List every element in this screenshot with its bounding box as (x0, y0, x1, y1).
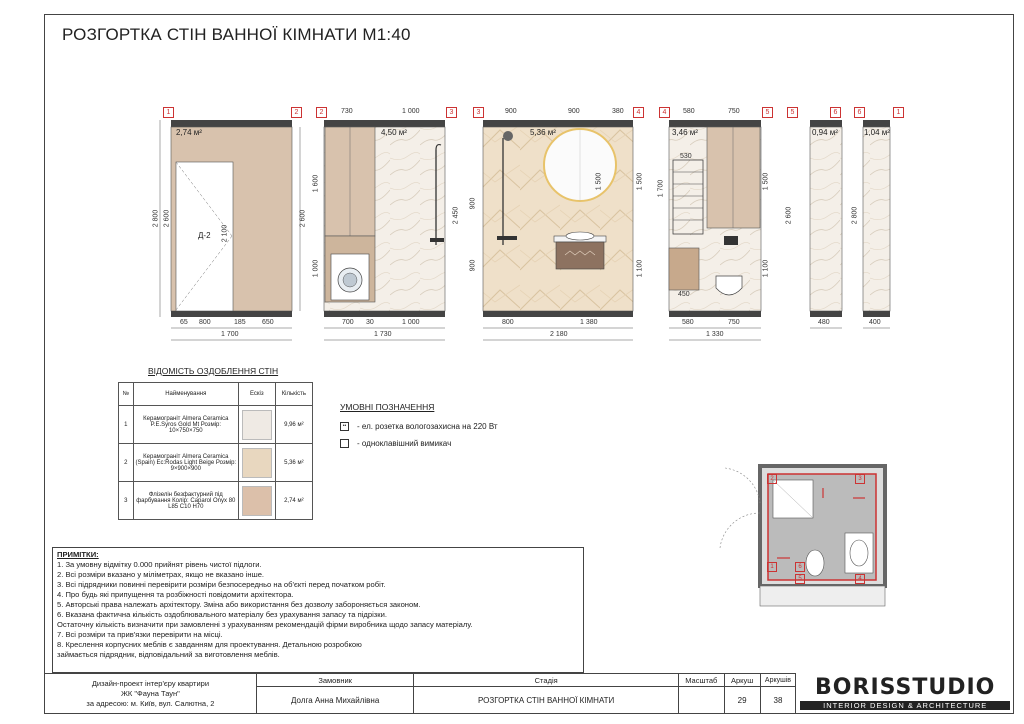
col-header: Кількість (275, 383, 312, 406)
plan-tag: 6 (795, 562, 805, 572)
dim: 2 600 (299, 209, 307, 228)
dim: 1 100 (762, 259, 770, 278)
elevation-wall-2-3 (324, 120, 445, 340)
note-line: 3. Всі підрядники повинні перевірити розміри безпосередньо на об'єкті перед початком робіт. (57, 580, 386, 589)
elev-tag: 3 (446, 107, 457, 118)
scale-label: Масштаб (678, 674, 724, 687)
dim: 1 000 (402, 319, 420, 326)
dim: 580 (682, 319, 694, 326)
wall-area: 1,04 м² (864, 128, 890, 137)
note-line: 4. Про будь які припущення та розбіжності повідомити архітектора. (57, 590, 294, 599)
dim-total: 1 730 (374, 331, 392, 338)
page-title: РОЗГОРТКА СТІН ВАННОЇ КІМНАТИ М1:40 (62, 25, 411, 44)
elevation-wall-6-1 (863, 120, 890, 328)
elev-tag: 6 (854, 107, 865, 118)
finish-schedule-table (118, 382, 313, 520)
cell: 2,74 м² (275, 482, 312, 520)
dim: 65 (180, 319, 188, 326)
plan-tag: 5 (795, 574, 805, 584)
table-row (119, 482, 313, 520)
plan-tag: 4 (855, 574, 865, 584)
dim: 2 600 (163, 209, 171, 228)
swatch (242, 410, 272, 440)
dim: 400 (869, 319, 881, 326)
switch-icon (340, 439, 349, 448)
dim: 2 450 (452, 206, 460, 225)
dim: 185 (234, 319, 246, 326)
socket-icon: •• (340, 422, 349, 431)
table-row (119, 406, 313, 444)
dim: 1 700 (657, 179, 665, 198)
note-line: 2. Всі розміри вказано у міліметрах, якщо не вказано інше. (57, 570, 265, 579)
wall-area: 2,74 м² (176, 128, 202, 137)
wall-area: 3,46 м² (672, 128, 698, 137)
dim: 480 (818, 319, 830, 326)
dim: 380 (612, 108, 624, 115)
plan-tag: 1 (767, 562, 777, 572)
dim: 700 (342, 319, 354, 326)
dim: 730 (341, 108, 353, 115)
sheet-number: 29 (724, 687, 760, 714)
dim: 900 (568, 108, 580, 115)
dim: 1 500 (636, 172, 644, 191)
col-header: Ескіз (239, 383, 276, 406)
note-line: займається підрядник, відповідальний за виготовлення меблів. (57, 650, 280, 659)
legend-text: - одноклавішний вимикач (357, 439, 452, 448)
dim: 2 800 (851, 206, 859, 225)
dim: 800 (199, 319, 211, 326)
cell: Керамограніт Almera Ceramica P.E.Syros Gold Mt Розмір: 10×750×750 (133, 406, 238, 444)
dim: 530 (680, 153, 692, 160)
dim: 1 100 (636, 259, 644, 278)
elev-tag: 4 (659, 107, 670, 118)
legend-text: - ел. розетка вологозахисна на 220 Вт (357, 422, 498, 431)
dim: 900 (469, 259, 477, 272)
legend (340, 402, 498, 448)
note-line: 1. За умовну відмітку 0.000 прийнят рівень чистої підлоги. (57, 560, 262, 569)
note-line: 7. Всі розміри та прив'язки перевірити на місці. (57, 630, 223, 639)
elev-tag: 5 (762, 107, 773, 118)
brand-logo: BORISSTUDIO (815, 675, 996, 700)
dim: 2 800 (152, 209, 160, 228)
cell: Флізелін безфактурний під фарбування Колір: Caparol Onyx 80 L85 C10 H70 (133, 482, 238, 520)
elev-tag: 1 (893, 107, 904, 118)
plan-tag: 3 (855, 474, 865, 484)
elev-tag: 2 (316, 107, 327, 118)
schedule-title: ВІДОМІСТЬ ОЗДОБЛЕННЯ СТІН (148, 366, 279, 376)
cell: 3 (119, 482, 134, 520)
dim-total: 2 180 (550, 331, 568, 338)
note-line: 5. Авторські права належать архітектору. Зміна або використання без дозволу забороняється законом. (57, 600, 421, 609)
elevation-wall-1-2 (160, 120, 300, 340)
elev-tag: 4 (633, 107, 644, 118)
stage-label: Стадія (414, 674, 678, 687)
dim: 750 (728, 108, 740, 115)
dim-total: 1 700 (221, 331, 239, 338)
dim-total: 1 330 (706, 331, 724, 338)
dim: 750 (728, 319, 740, 326)
plan-tag: 2 (767, 474, 777, 484)
door-label: Д-2 (198, 231, 211, 240)
note-line: 8. Креслення корпусних меблів є завданням для проектування. Детальною розробкою (57, 640, 362, 649)
stage-name: РОЗГОРТКА СТІН ВАННОЇ КІМНАТИ (414, 687, 678, 714)
elev-tag: 6 (830, 107, 841, 118)
notes-title: ПРИМІТКИ: (57, 550, 99, 559)
legend-title: УМОВНІ ПОЗНАЧЕННЯ (340, 402, 435, 412)
note-line: 6. Вказана фактична кількість оздоблювального матеріалу без урахування запасу та підрізки. (57, 610, 387, 619)
wall-area: 4,50 м² (381, 128, 407, 137)
dim: 580 (683, 108, 695, 115)
brand-subtitle: INTERIOR DESIGN & ARCHITECTURE (800, 701, 1010, 710)
dim: 1 500 (762, 172, 770, 191)
swatch (242, 448, 272, 478)
dim: 1 000 (312, 259, 320, 278)
elevation-wall-5-6 (810, 120, 842, 328)
col-header: Найменування (133, 383, 238, 406)
dim: 1 500 (595, 172, 603, 191)
elev-tag: 5 (787, 107, 798, 118)
project-line: за адресою: м. Київ, вул. Салютна, 2 (86, 698, 215, 708)
col-header: № (119, 383, 134, 406)
sheets-total: 38 (760, 687, 796, 714)
sheet-label: Аркуш (724, 674, 760, 687)
elevations-drawing (0, 0, 1024, 360)
wall-area: 5,36 м² (530, 128, 556, 137)
customer-name: Долга Анна Михайлівна (256, 687, 414, 714)
customer-label: Замовник (256, 674, 414, 687)
cell: 9,96 м² (275, 406, 312, 444)
note-line: Остаточну кількість визначити при замовленні з урахуванням рекомендацій фірми виробника щодо запасу матеріалу. (57, 620, 473, 629)
cell: Керамограніт Almera Ceramica (Spain) Ec:Rodas Light Beige Розмір: 9×900×900 (133, 444, 238, 482)
dim: 900 (469, 197, 477, 210)
dim: 900 (505, 108, 517, 115)
dim: 1 380 (580, 319, 598, 326)
elev-tag: 2 (291, 107, 302, 118)
dim: 800 (502, 319, 514, 326)
cell: 2 (119, 444, 134, 482)
project-line: Дизайн-проект інтер'єру квартири (91, 678, 210, 688)
elev-tag: 3 (473, 107, 484, 118)
table-row (119, 444, 313, 482)
dim: 1 600 (312, 174, 320, 193)
cell: 5,36 м² (275, 444, 312, 482)
dim: 450 (678, 291, 690, 298)
dim: 650 (262, 319, 274, 326)
dim: 2 100 (221, 224, 229, 243)
cell: 1 (119, 406, 134, 444)
swatch (242, 486, 272, 516)
floor-plan (705, 458, 895, 623)
dim: 2 600 (785, 206, 793, 225)
dim: 1 000 (402, 108, 420, 115)
title-block (44, 673, 1014, 714)
elev-tag: 1 (163, 107, 174, 118)
wall-area: 0,94 м² (812, 128, 838, 137)
sheets-label: Аркушів (760, 674, 796, 687)
dim: 30 (366, 319, 374, 326)
elevation-wall-3-4 (483, 120, 633, 340)
project-line: ЖК "Фауна Таун" (120, 688, 180, 698)
notes-box (52, 547, 584, 673)
